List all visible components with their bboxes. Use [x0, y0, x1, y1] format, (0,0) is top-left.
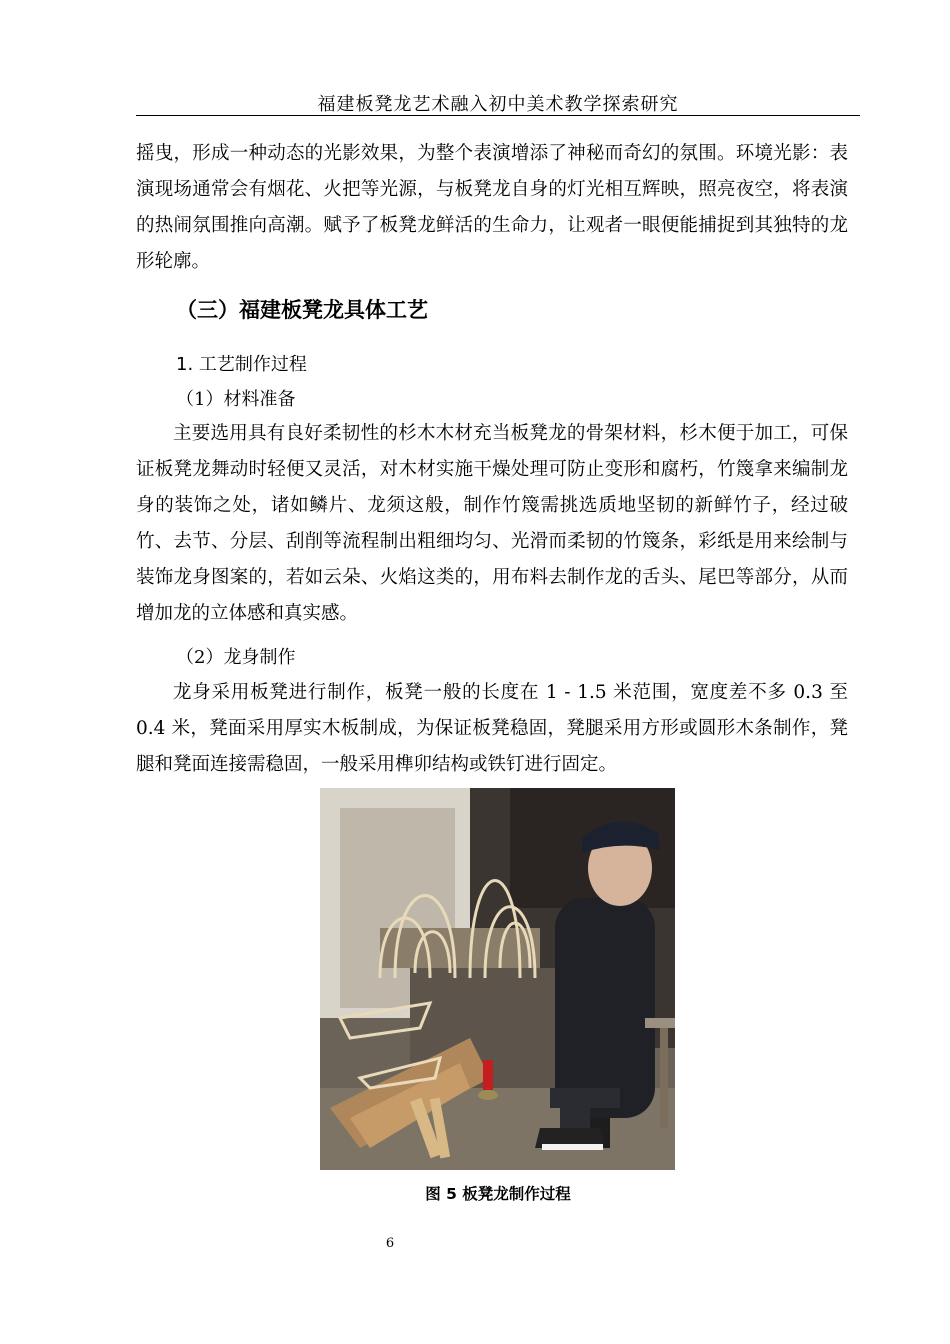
sub-heading-process: 1. 工艺制作过程 — [176, 354, 307, 375]
paragraph-materials: 主要选用具有良好柔韧性的杉木木材充当板凳龙的骨架材料，杉木便于加工，可保证板凳龙舞动时轻便又灵活，对木材实施干燥处理可防止变形和腐朽，竹篾拿来编制龙身的装饰之处，诸如鳞片、龙须这般，制作竹篾需挑选质地坚韧的新鲜竹子，经过破竹、去节、分层、刮削等流程制出粗细均匀、光滑而柔韧的竹篾条，彩纸是用来绘制与装饰龙身图案的，若如云朵、火焰这类的，用布料去制作龙的舌头、尾巴等部分，从而增加龙的立体感和真实感。 — [136, 423, 848, 624]
craftsman-photo — [320, 788, 675, 1170]
paragraph-intro: 摇曳，形成一种动态的光影效果，为整个表演增添了神秘而奇幻的氛围。环境光影：表演现场通常会有烟花、火把等光源，与板凳龙自身的灯光相互辉映，照亮夜空，将表演的热闹氛围推向高潮。赋予了板凳龙鲜活的生命力，让观者一眼便能捕捉到其独特的龙形轮廓。 — [136, 143, 848, 272]
section-heading: （三）福建板凳龙具体工艺 — [176, 298, 428, 322]
item-1-title: （1）材料准备 — [176, 389, 296, 410]
header-rule — [136, 115, 860, 116]
page-number: 6 — [385, 1236, 395, 1251]
figure-caption: 图 5 板凳龙制作过程 — [425, 1185, 571, 1203]
item-2-title: （2）龙身制作 — [176, 647, 296, 668]
header-title: 福建板凳龙艺术融入初中美术教学探索研究 — [317, 94, 679, 115]
paragraph-body-making: 龙身采用板凳进行制作，板凳一般的长度在 1 - 1.5 米范围，宽度差不多 0.3 至 0.4 米，凳面采用厚实木板制成，为保证板凳稳固，凳腿采用方形或圆形木条制作，凳腿和凳面连接需稳固，一般采用榫卯结构或铁钉进行固定。 — [136, 682, 848, 775]
figure-photo — [320, 788, 675, 1170]
